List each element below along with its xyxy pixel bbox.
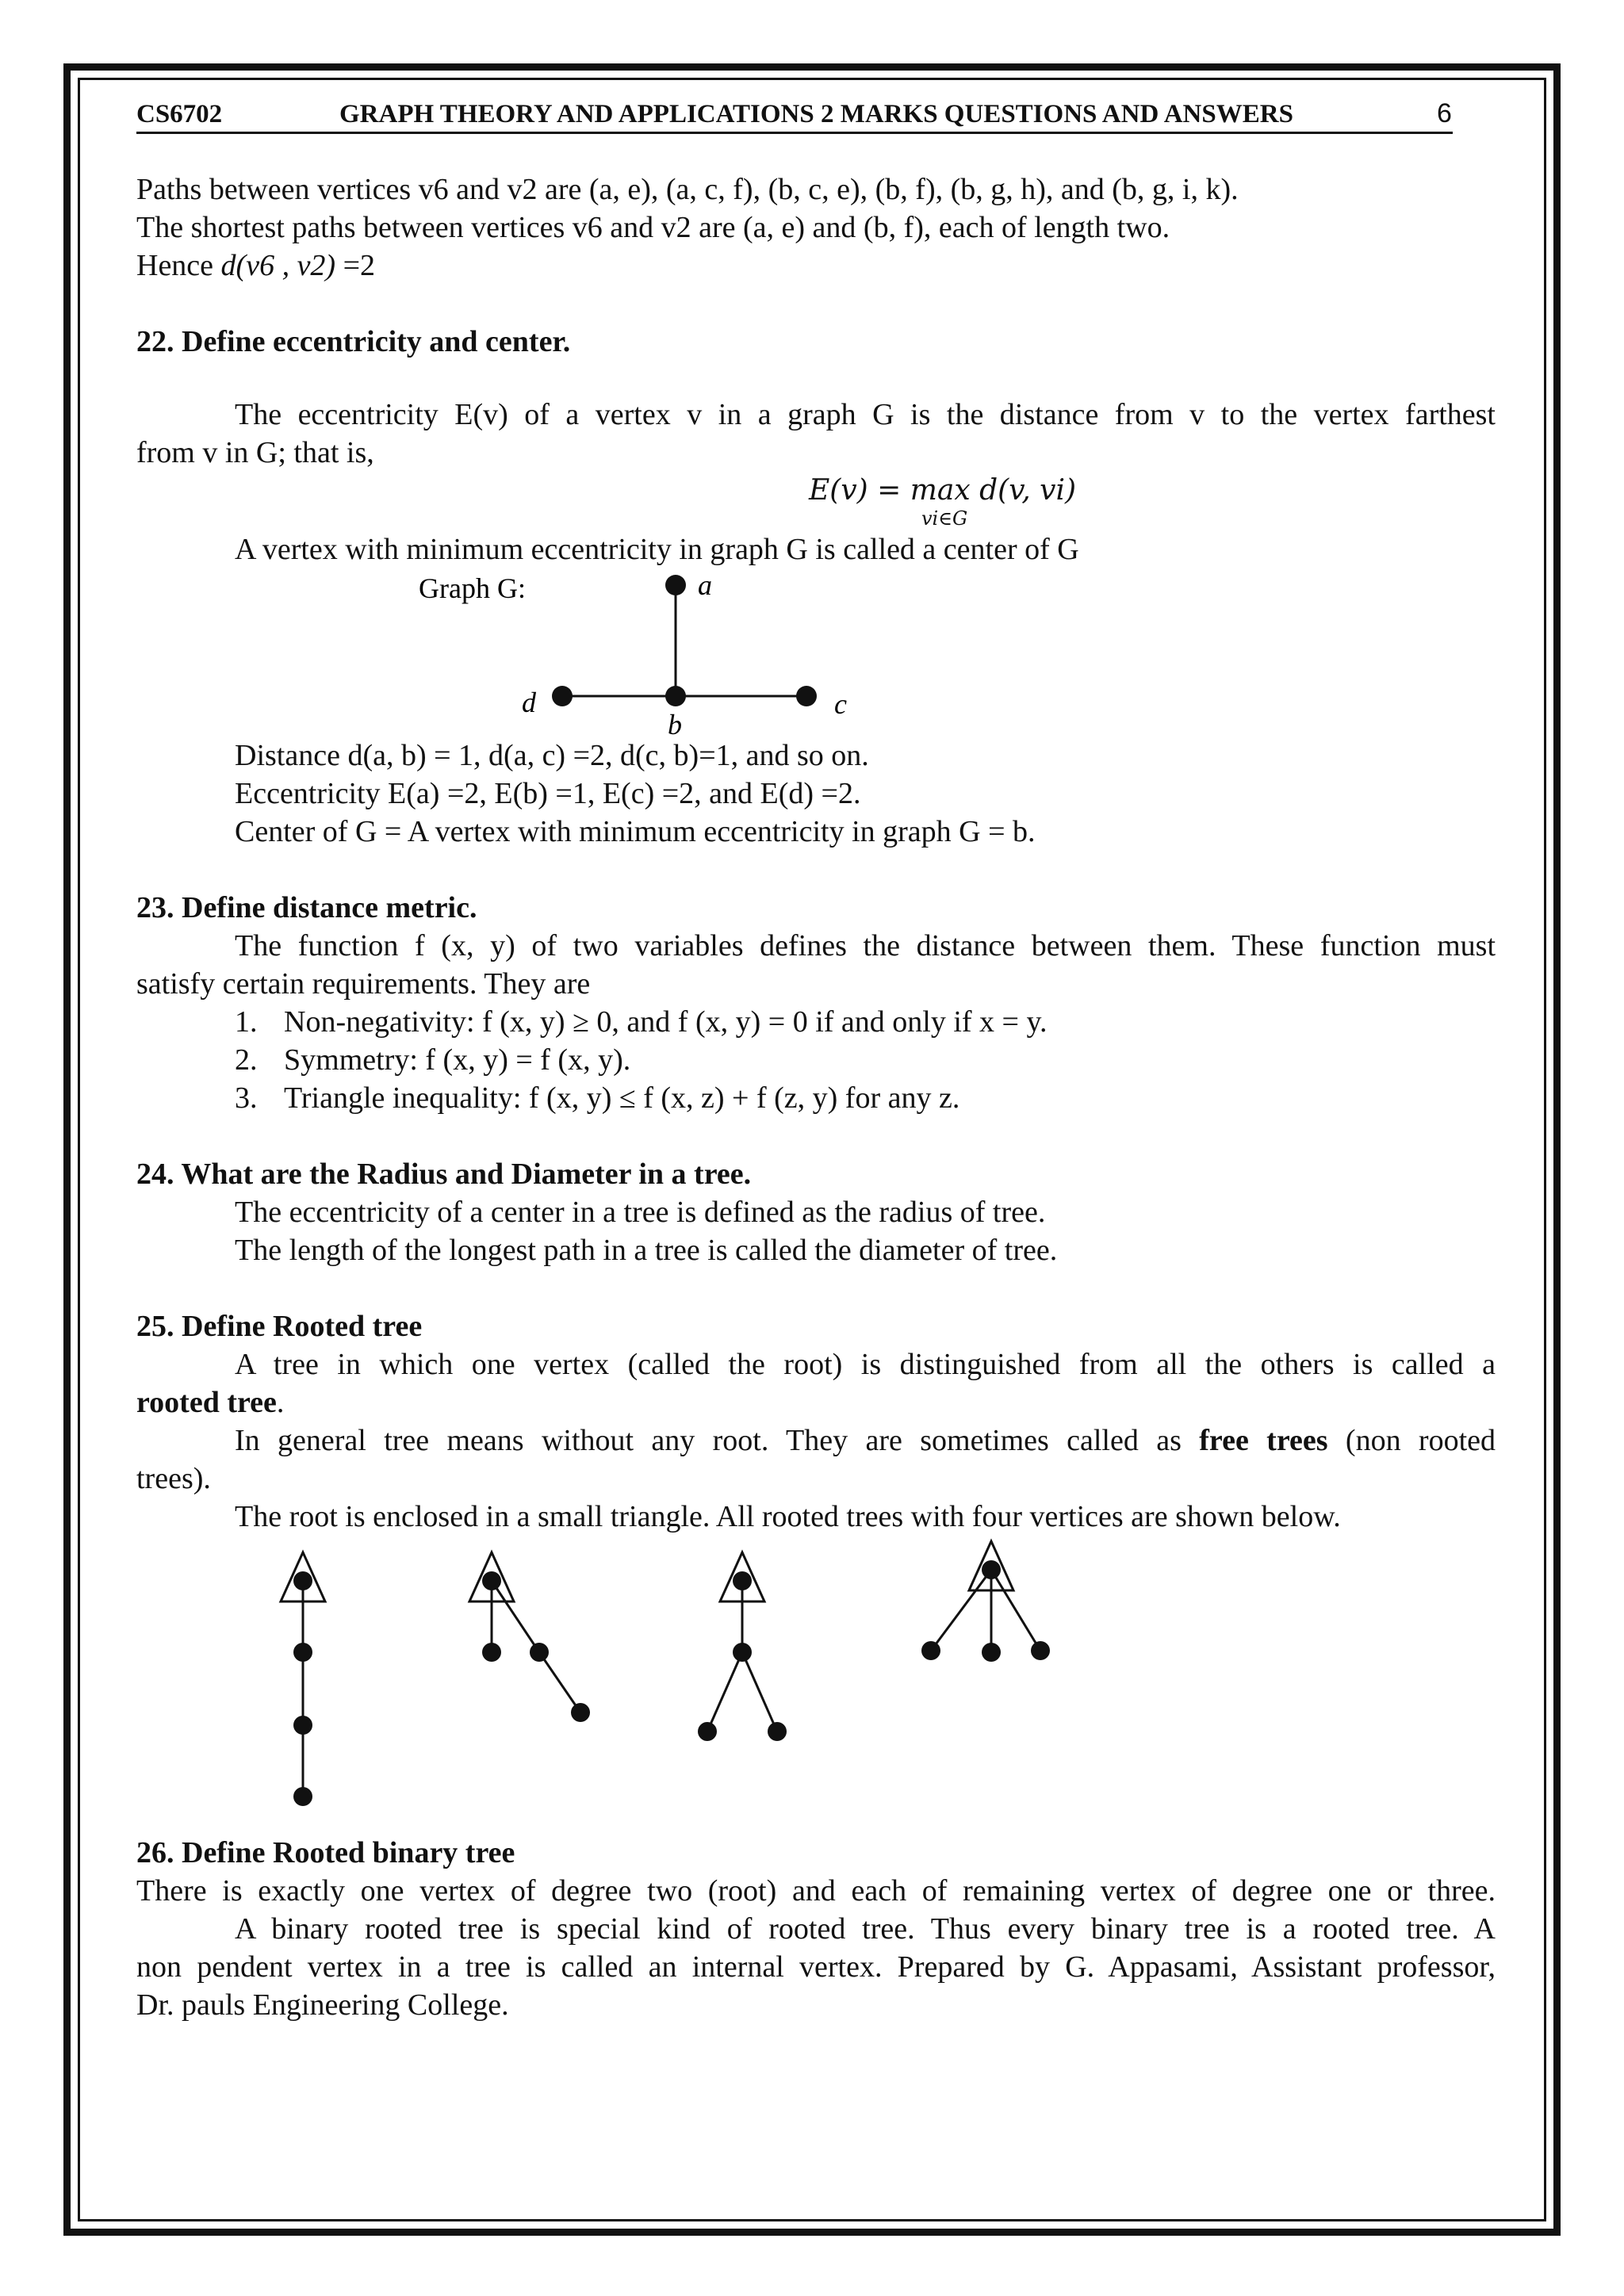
distance-expression: d(v6 , v2): [220, 249, 336, 282]
q22-para2: A vertex with minimum eccentricity in graph G is called a center of G: [235, 533, 1079, 566]
q26-line4: Dr. pauls Engineering College.: [136, 1988, 509, 2022]
tree-vertex: [293, 1787, 312, 1806]
graph-label: Graph G:: [419, 572, 526, 604]
q26-line1: There is exactly one vertex of degree two (root) and each of remaining vertex of degree one or three.: [136, 1874, 1496, 1908]
tree-vertex: [733, 1643, 752, 1662]
vertex-a: [665, 575, 686, 595]
tree-vertex: [293, 1716, 312, 1735]
vertex-c: [796, 686, 817, 706]
q25-p1-line1: A tree in which one vertex (called the root) is distinguished from all the others is called a: [235, 1348, 1496, 1381]
tree-vertex: [530, 1643, 549, 1662]
q22-center-line: Center of G = A vertex with minimum eccentricity in graph G = b.: [235, 815, 1036, 848]
metric-item: 1. Non-negativity: f (x, y) ≥ 0, and f (x, y) = 0 if and only if x = y.: [235, 1005, 1048, 1039]
q25-p1-line2: rooted tree.: [136, 1386, 285, 1419]
q22-para1-line1: The eccentricity E(v) of a vertex v in a graph G is the distance from v to the vertex farthest: [235, 398, 1496, 431]
tree-vertex: [921, 1641, 940, 1660]
q26-line3: non pendent vertex in a tree is called an internal vertex. Prepared by G. Appasami, Assistant professor,: [136, 1950, 1496, 1984]
rooted-trees-figure: [136, 94, 1496, 411]
q23-para-line1: The function f (x, y) of two variables defines the distance between them. These function must: [235, 929, 1496, 962]
q24-heading: 24. What are the Radius and Diameter in a tree.: [136, 1158, 752, 1191]
q25-p2-line2: trees).: [136, 1462, 211, 1495]
intro-shortest-line: The shortest paths between vertices v6 and v2 are (a, e) and (b, f), each of length two.: [136, 211, 1170, 244]
free-trees-term: free trees: [1199, 1424, 1328, 1457]
q26-line2: A binary rooted tree is special kind of rooted tree. Thus every binary tree is a rooted tree. A: [235, 1912, 1496, 1946]
eccentricity-formula: E(v) = max d(v, vi) vi∈G: [809, 474, 1077, 530]
q23-heading: 23. Define distance metric.: [136, 891, 477, 924]
tree-vertex: [768, 1722, 787, 1741]
intro-paths-line: Paths between vertices v6 and v2 are (a, e), (a, c, f), (b, c, e), (b, f), (b, g, h), and (b, g, i, k).: [136, 173, 1239, 206]
tree-vertex: [1031, 1641, 1050, 1660]
course-code: CS6702: [136, 100, 223, 128]
document-page: [136, 94, 1496, 2022]
root-vertex: [482, 1571, 501, 1590]
q25-heading: 25. Define Rooted tree: [136, 1310, 423, 1343]
q26-heading: 26. Define Rooted binary tree: [136, 1836, 515, 1869]
tree-vertex: [482, 1643, 501, 1662]
vertex-c-label: c: [834, 688, 847, 720]
root-vertex: [733, 1571, 752, 1590]
vertex-d-label: d: [522, 687, 536, 718]
document-title: GRAPH THEORY AND APPLICATIONS 2 MARKS QUESTIONS AND ANSWERS: [339, 100, 1293, 128]
root-vertex: [293, 1571, 312, 1590]
q23-para-line2: satisfy certain requirements. They are: [136, 967, 591, 1001]
tree-vertex: [982, 1643, 1001, 1662]
q25-p3: The root is enclosed in a small triangle. All rooted trees with four vertices are shown below.: [235, 1500, 1341, 1533]
q22-eccentricity-line: Eccentricity E(a) =2, E(b) =1, E(c) =2, and E(d) =2.: [235, 777, 861, 810]
q22-para1-line2: from v in G; that is,: [136, 436, 374, 469]
vertex-b-label: b: [668, 709, 682, 740]
metric-item: 3. Triangle inequality: f (x, y) ≤ f (x, z) + f (z, y) for any z.: [235, 1081, 960, 1115]
tree-vertex: [698, 1722, 717, 1741]
page-number: 6: [1437, 98, 1452, 128]
root-vertex: [982, 1560, 1001, 1579]
vertex-d: [552, 686, 573, 706]
formula-subscript: vi∈G: [921, 507, 968, 530]
q22-heading: 22. Define eccentricity and center.: [136, 325, 571, 358]
q24-diameter-line: The length of the longest path in a tree is called the diameter of tree.: [235, 1234, 1058, 1267]
vertex-b: [665, 686, 686, 706]
intro-hence-line: Hence d(v6 , v2) =2: [136, 249, 376, 282]
q24-radius-line: The eccentricity of a center in a tree is defined as the radius of tree.: [235, 1196, 1046, 1229]
q25-p2-line1: In general tree means without any root. They are sometimes called as free trees (non rooted: [235, 1424, 1496, 1457]
q22-distance-line: Distance d(a, b) = 1, d(a, c) =2, d(c, b)=1, and so on.: [235, 739, 869, 772]
rooted-tree-term: rooted tree: [136, 1386, 277, 1419]
tree-vertex: [571, 1703, 590, 1722]
vertex-a-label: a: [698, 569, 712, 601]
tree-vertex: [293, 1643, 312, 1662]
metric-item: 2. Symmetry: f (x, y) = f (x, y).: [235, 1043, 631, 1077]
